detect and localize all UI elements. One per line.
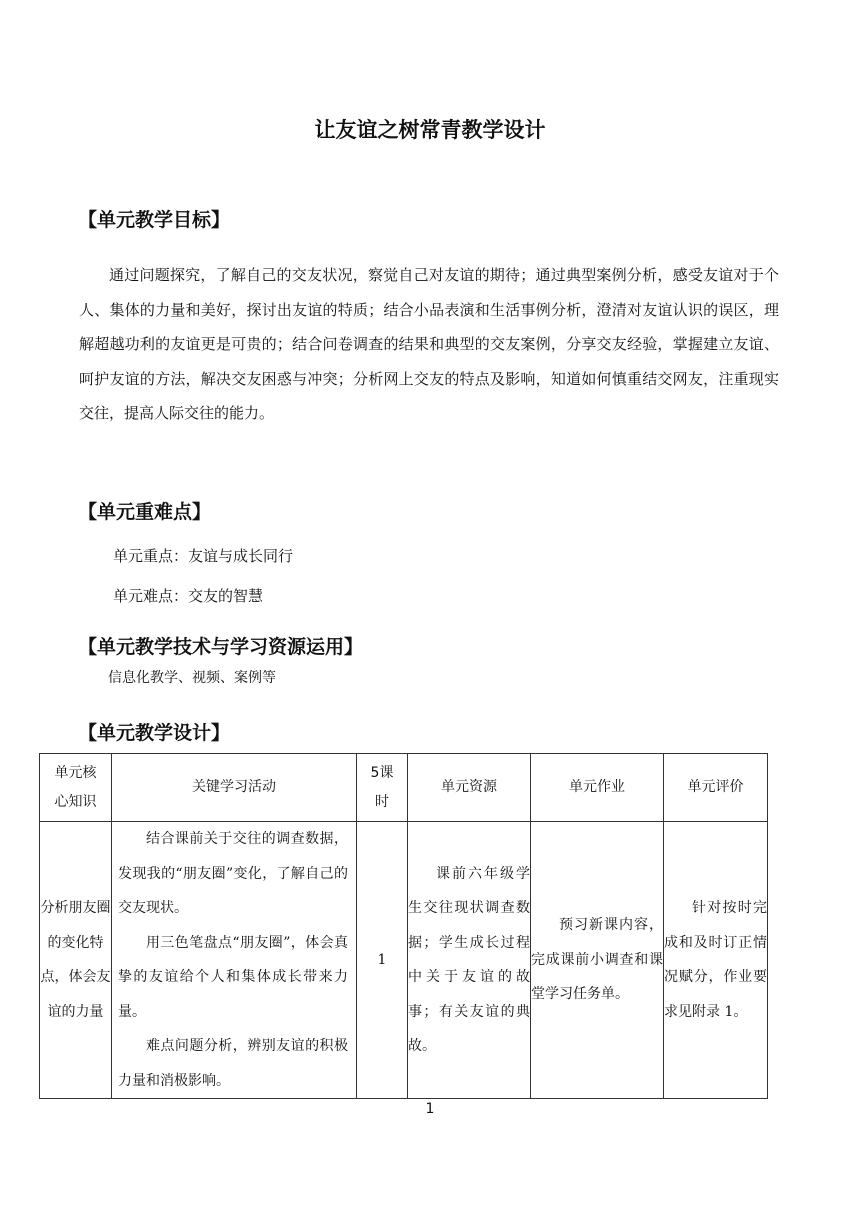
cell-hours: 1 (357, 822, 408, 1099)
tech-heading: 【单元教学技术与学习资源运用】 (78, 636, 364, 658)
header-hours: 5课时 (357, 754, 408, 822)
activity-item: 难点问题分析，辨别友谊的积极力量和消极影响。 (118, 1038, 348, 1089)
difficult-point-text: 交友的智慧 (188, 587, 264, 605)
goal-paragraph: 通过问题探究，了解自己的交友状况，察觉自己对友谊的期待；通过典型案例分析，感受友谊对于个人、集体的力量和美好，探讨出友谊的特质；结合小品表演和生活事例分析，澄清对友谊认识的误区，理解超越功利的友谊更是可贵的；结合问卷调查的结果和典型的交友案例，分享交友经验，掌握建立友谊、呵护友谊的方法，解决交友困惑与冲突；分析网上交友的特点及影响，知道如何慎重结交网友，注重现实交往，提高人际交往的能力。 (79, 266, 779, 422)
difficult-point-line (113, 585, 263, 606)
cell-homework: 预习新课内容，完成课前小调查和课堂学习任务单。 (531, 822, 664, 1099)
cell-resources: 课前六年级学生交往现状调查数据；学生成长过程中关于友谊的故事；有关友谊的典故。 (408, 822, 531, 1099)
cell-evaluation: 针对按时完成和及时订正情况赋分，作业要求见附录 1。 (664, 822, 768, 1099)
difficult-point-label: 单元难点： (113, 587, 189, 605)
cell-knowledge: 分析朋友圈的变化特点，体会友谊的力量 (40, 822, 112, 1099)
unit-design-table (39, 753, 768, 1099)
table-row (40, 822, 768, 1099)
activity-item: 用三色笔盘点“朋友圈”，体会真挚的友谊给个人和集体成长带来力量。 (118, 934, 348, 1020)
header-evaluation: 单元评价 (664, 754, 768, 822)
goal-heading: 【单元教学目标】 (78, 209, 231, 231)
key-point-line (113, 545, 293, 566)
page-number: 1 (425, 1101, 435, 1117)
header-homework: 单元作业 (531, 754, 664, 822)
header-knowledge: 单元核心知识 (40, 754, 112, 822)
key-point-label: 单元重点： (113, 547, 189, 565)
header-resources: 单元资源 (408, 754, 531, 822)
design-heading: 【单元教学设计】 (78, 722, 231, 744)
activity-item: 结合课前关于交往的调查数据，发现我的“朋友圈”变化，了解自己的交友现状。 (118, 831, 348, 916)
key-difficult-heading: 【单元重难点】 (78, 501, 212, 523)
cell-activities (112, 822, 357, 1099)
document-title: 让友谊之树常青教学设计 (314, 118, 546, 142)
header-activities: 关键学习活动 (112, 754, 357, 822)
key-point-text: 友谊与成长同行 (188, 547, 294, 565)
table-header-row (40, 754, 768, 822)
tech-text: 信息化教学、视频、案例等 (108, 670, 276, 686)
